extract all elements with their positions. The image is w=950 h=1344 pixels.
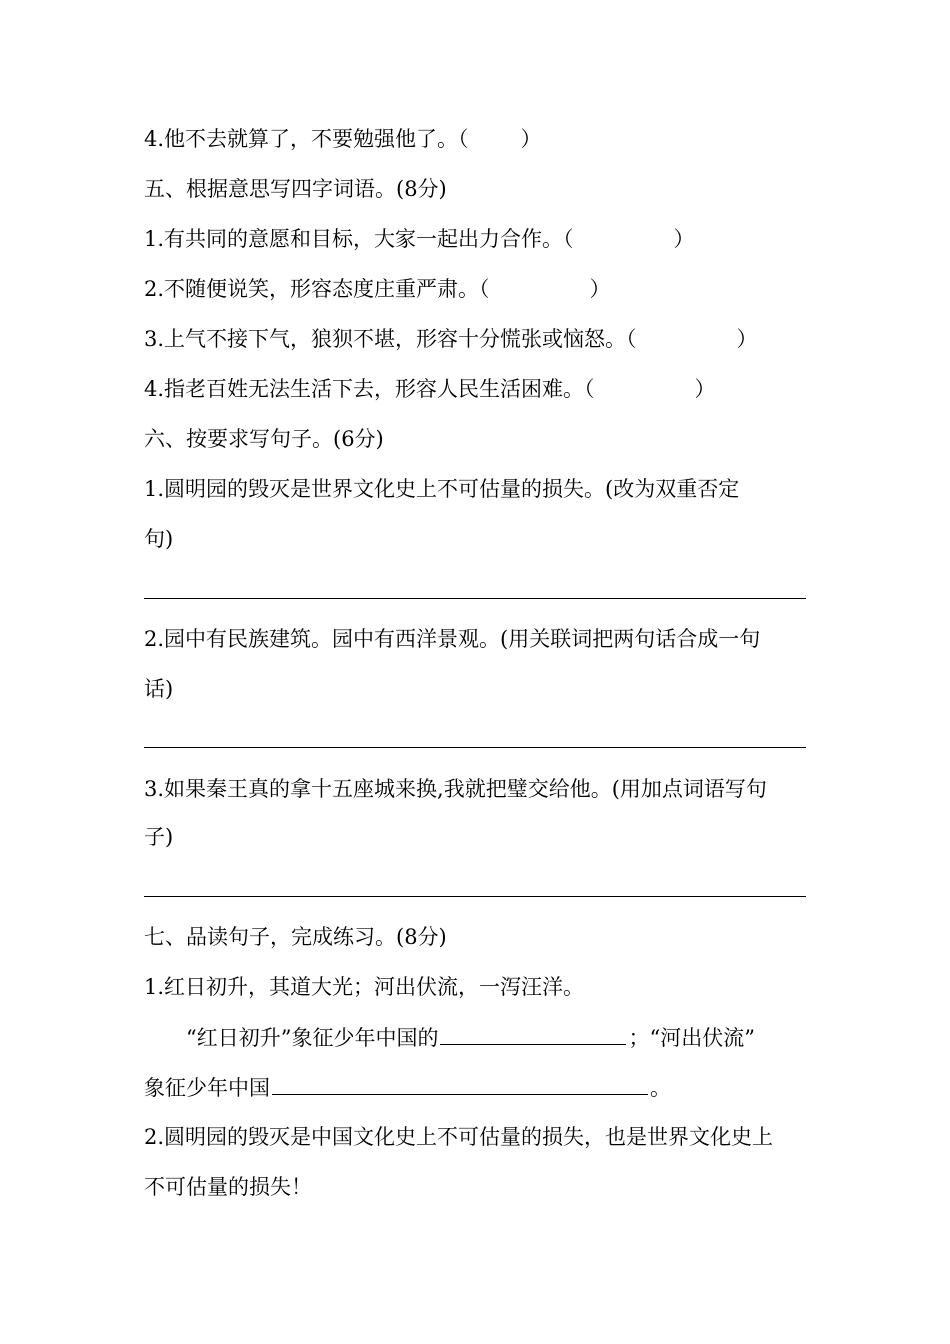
question-6-2-text: 2.园中有民族建筑。园中有西洋景观。(用关联词把两句话合成一句 [144,627,761,651]
section-7-heading: 七、品读句子，完成练习。(8分) [144,925,447,949]
question-6-2-text-cont: 话) [144,677,174,701]
question-4-line: 4.他不去就算了，不要勉强他了。（ ） [144,127,542,151]
question-5-1: 1.有共同的意愿和目标，大家一起出力合作。（ ） [144,227,695,251]
section-5-heading: 五、根据意思写四字词语。(8分) [144,177,447,201]
question-5-3: 3.上气不接下气，狼狈不堪，形容十分慌张或恼怒。（ ） [144,327,758,351]
question-7-1-quote: 1.红日初升，其道大光；河出伏流，一泻汪洋。 [144,975,585,999]
answer-line-6-1[interactable] [144,598,806,599]
question-7-1-fill-b: 象征少年中国 。 [144,1072,671,1103]
fill-blank[interactable] [272,1072,648,1095]
answer-line-6-2[interactable] [144,747,806,748]
question-6-1-text-cont: 句) [144,527,174,551]
answer-line-6-3[interactable] [144,896,806,897]
question-5-4: 4.指老百姓无法生活下去，形容人民生活困难。（ ） [144,377,716,401]
question-6-3-text: 3.如果秦王真的拿十五座城来换,我就把璧交给他。(用加点词语写句 [144,777,767,801]
section-6-heading: 六、按要求写句子。(6分) [144,427,384,451]
question-7-1-fill-a: “红日初升”象征少年中国的 ；“河出伏流” [186,1022,755,1053]
question-6-3-text-cont: 子) [144,825,174,849]
question-6-1-text: 1.圆明园的毁灭是世界文化史上不可估量的损失。(改为双重否定 [144,477,740,501]
question-7-2-text-cont: 不可估量的损失！ [144,1175,312,1199]
question-5-2: 2.不随便说笑，形容态度庄重严肃。（ ） [144,277,611,301]
question-7-2-text: 2.圆明园的毁灭是中国文化史上不可估量的损失，也是世界文化史上 [144,1125,774,1149]
fill-blank[interactable] [440,1022,626,1045]
